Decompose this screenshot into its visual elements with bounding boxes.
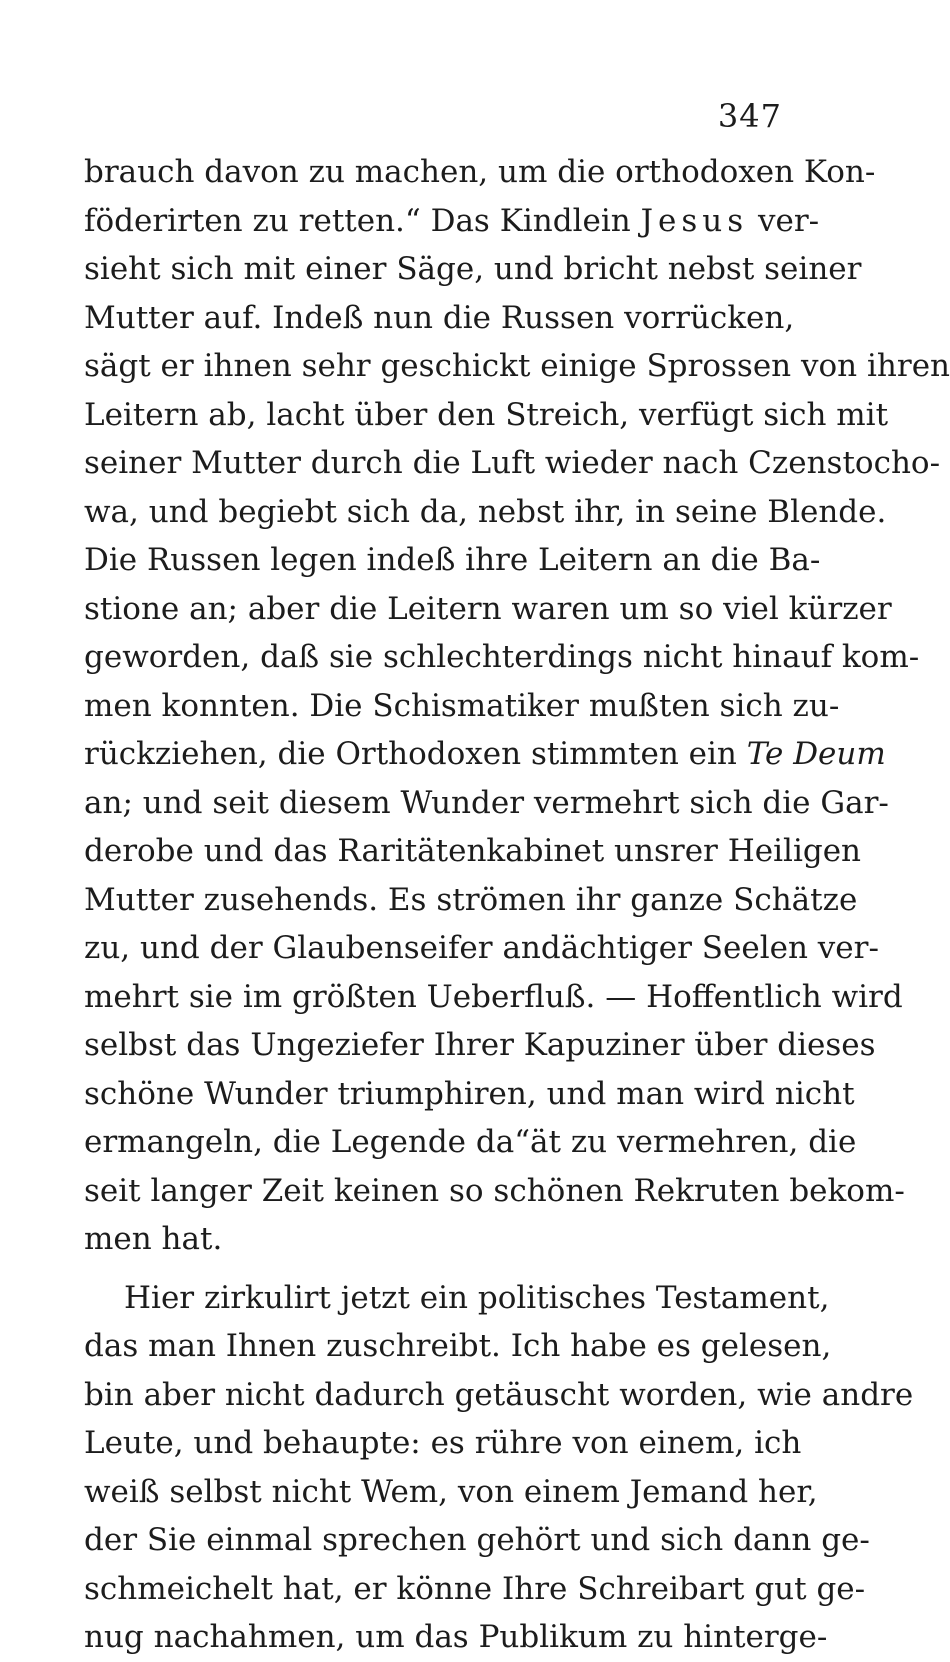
text-line: seiner Mutter durch die Luft wieder nach Czenstocho-: [84, 445, 941, 481]
text-line: mehrt sie im größten Ueberfluß. — Hoffentlich wird: [84, 978, 903, 1015]
text-line: ermangeln, die Legende da“ät zu vermehren, die: [84, 1124, 857, 1160]
text-line: seit langer Zeit keinen so schönen Rekruten bekom-: [84, 1172, 905, 1209]
text-line: föderirten zu retten.“ Das Kindlein Jesus ver-: [84, 202, 820, 239]
text-line: geworden, daß sie schlechterdings nicht hinauf kom-: [84, 639, 920, 675]
text-line: schmeichelt hat, er könne Ihre Schreibart gut ge-: [84, 1570, 866, 1607]
text-line: sägt er ihnen sehr geschickt einige Sprossen von ihren: [84, 348, 950, 384]
text-line: rückziehen, die Orthodoxen stimmten ein Te Deum: [84, 736, 886, 772]
text-line: schöne Wunder triumphiren, und man wird nicht: [84, 1075, 855, 1112]
text-line: stione an; aber die Leitern waren um so viel kürzer: [84, 590, 892, 627]
latin-phrase: Te Deum: [746, 736, 886, 772]
text-line: derobe und das Raritätenkabinet unsrer Heiligen: [84, 833, 862, 869]
paragraph-1: [84, 148, 950, 1264]
text-line: nug nachahmen, um das Publikum zu hinterge-: [84, 1619, 828, 1655]
text-line: an; und seit diesem Wunder vermehrt sich die Gar-: [84, 784, 889, 821]
text-line: brauch davon zu machen, um die orthodoxen Kon-: [84, 154, 876, 190]
text-line: selbst das Ungeziefer Ihrer Kapuziner über dieses: [84, 1027, 876, 1063]
text-line: Mutter auf. Indeß nun die Russen vorrücken,: [84, 299, 795, 336]
text-line: zu, und der Glaubenseifer andächtiger Seelen ver-: [84, 930, 879, 966]
paragraph-gap: [84, 1264, 784, 1274]
text-line: Hier zirkulirt jetzt ein politisches Testament,: [124, 1279, 830, 1316]
text-line: Leute, und behaupte: es rühre von einem, ich: [84, 1425, 802, 1461]
text-line: men konnten. Die Schismatiker mußten sich zu-: [84, 687, 840, 724]
paragraph-2: [84, 1274, 914, 1662]
text-line: das man Ihnen zuschreibt. Ich habe es gelesen,: [84, 1328, 832, 1364]
text-line: der Sie einmal sprechen gehört und sich dann ge-: [84, 1522, 870, 1558]
text-line: Die Russen legen indeß ihre Leitern an die Ba-: [84, 542, 821, 578]
text-line: wa, und begiebt sich da, nebst ihr, in seine Blende.: [84, 493, 887, 530]
page-number: 347: [717, 97, 782, 135]
emphasized-name: Jesus: [640, 202, 749, 239]
text-line: weiß selbst nicht Wem, von einem Jemand her,: [84, 1473, 818, 1510]
text-line: Leitern ab, lacht über den Streich, verfügt sich mit: [84, 396, 889, 433]
text-line: bin aber nicht dadurch getäuscht worden, wie andre: [84, 1376, 914, 1413]
text-line: sieht sich mit einer Säge, und bricht nebst seiner: [84, 251, 862, 287]
text-line: men hat.: [84, 1221, 223, 1257]
text-line: Mutter zusehends. Es strömen ihr ganze Schätze: [84, 881, 858, 918]
body-text: [84, 148, 950, 1662]
